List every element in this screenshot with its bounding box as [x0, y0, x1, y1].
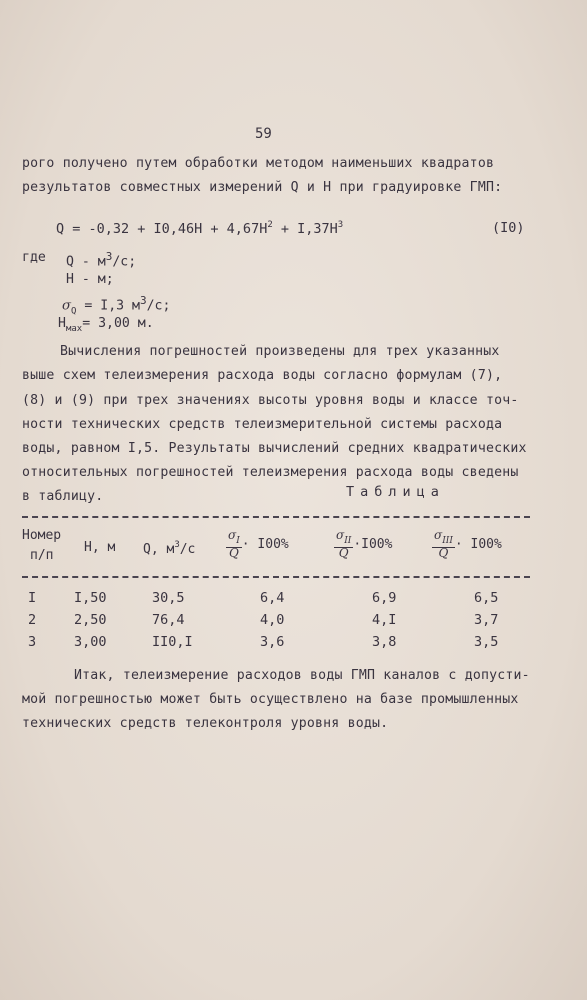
cell-e1: 3,6 — [260, 634, 285, 650]
definition-sigma: $\sigma_Q = I,3$ $м^3/с$; — [62, 294, 171, 317]
cell-q: II0,I — [152, 634, 193, 650]
cell-e3: 3,7 — [474, 612, 499, 628]
cell-e2: 3,8 — [372, 634, 397, 650]
sigma-symbol: σ — [62, 298, 72, 314]
body-line-1: Вычисления погрешностей произведены для трех указанных — [60, 344, 500, 359]
definition-hmax: $H_{мах}= 3,00$ м. — [58, 316, 154, 334]
equation-number: (I0) — [492, 220, 525, 236]
page-number: 59 — [255, 126, 272, 142]
fraction-sigma-3: $\frac{\sigma_{III}}{Q}$ — [434, 528, 453, 560]
intro-line-2: результатов совместных измерений Q и Н при градуировке ГМП: — [22, 180, 503, 195]
conclusion-line-2: мой погрешностью может быть осуществлено на базе промышленных — [22, 692, 519, 707]
cell-q: 30,5 — [152, 590, 185, 606]
conclusion-line-1: Итак, телеизмерение расходов воды ГМП каналов с допусти- — [74, 668, 530, 683]
header-error-1: $\frac{\sigma_I}{Q}$ · I00% — [228, 528, 289, 560]
body-line-5: воды, равном I,5. Результаты вычислений средних квадратических — [22, 441, 527, 456]
header-number-2: п/п — [30, 548, 54, 563]
table-top-rule — [22, 516, 530, 518]
body-line-4: ности технических средств телеизмерительной системы расхода — [22, 417, 503, 432]
header-q: Q, $м^3/с$ — [143, 540, 196, 557]
table-header-rule — [22, 576, 530, 578]
definition-q: Q - $м^3/с$; — [66, 250, 137, 270]
body-line-7: в таблицу. — [22, 489, 104, 504]
cell-q: 76,4 — [152, 612, 185, 628]
cell-e1: 4,0 — [260, 612, 285, 628]
equation-power-3: 3 — [337, 220, 344, 230]
fraction-sigma-1: $\frac{\sigma_I}{Q}$ — [228, 528, 240, 560]
table-title: Таблица — [346, 484, 445, 500]
cell-h: 3,00 — [74, 634, 107, 650]
intro-line-1: рого получено путем обработки методом наименьших квадратов — [22, 156, 495, 171]
header-error-3: $\frac{\sigma_{III}}{Q}$ · I00% — [434, 528, 502, 560]
cell-num: I — [28, 590, 37, 606]
body-line-2: выше схем телеизмерения расхода воды согласно формулам (7), — [22, 368, 503, 383]
conclusion-line-3: технических средств телеконтроля уровня воды. — [22, 716, 389, 731]
equation-mid: + I,37H — [272, 221, 338, 237]
equation — [56, 220, 343, 237]
cell-e2: 4,I — [372, 612, 397, 628]
cell-num: 2 — [28, 612, 37, 628]
cell-e3: 3,5 — [474, 634, 499, 650]
where-label: где — [22, 250, 46, 265]
cell-e1: 6,4 — [260, 590, 285, 606]
fraction-sigma-2: $\frac{\sigma_{II}}{Q}$ — [336, 528, 352, 560]
header-error-2: $\frac{\sigma_{II}}{Q}$ ·I00% — [336, 528, 393, 560]
equation-lhs: Q = -0,32 + I0,46H + 4,67H — [56, 221, 268, 237]
cell-e2: 6,9 — [372, 590, 397, 606]
body-line-3: (8) и (9) при трех значениях высоты уровня воды и классе точ- — [22, 393, 519, 408]
cell-h: I,50 — [74, 590, 107, 606]
cell-num: 3 — [28, 634, 37, 650]
header-h: Н, м — [84, 540, 116, 555]
cell-e3: 6,5 — [474, 590, 499, 606]
header-number-1: Номер — [22, 528, 62, 543]
cell-h: 2,50 — [74, 612, 107, 628]
body-line-6: относительных погрешностей телеизмерения расхода воды сведены — [22, 465, 519, 480]
equation-power-2: 2 — [267, 220, 273, 230]
definition-h: Н - м; — [66, 272, 114, 287]
